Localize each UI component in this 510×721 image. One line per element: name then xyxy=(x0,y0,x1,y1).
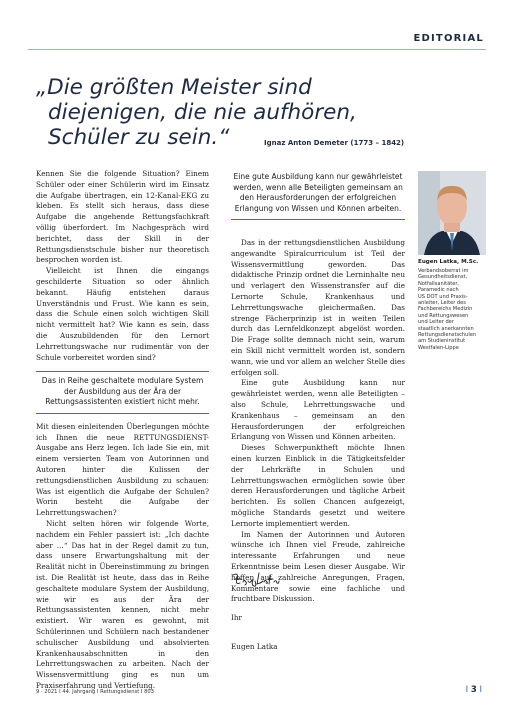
pull-quote-top: Eine gute Ausbildung kann nur gewährleistet werden, wenn alle Beteiligten gemeinsam an den Herausforderungen der erfolgreichen Erlangung von Wissen und Können arbeiten. xyxy=(231,172,405,220)
bio-line: Notfallsanitäter, xyxy=(418,280,460,287)
text-column-2 xyxy=(231,238,405,653)
bio-line: Verbandsoberrat im xyxy=(418,268,469,274)
signature-name: Eugen Latka xyxy=(231,641,278,651)
text-column-1 xyxy=(36,169,209,692)
handwritten-signature xyxy=(231,571,281,589)
paragraph: Eine gute Ausbildung kann nur gewährleistet werden, wenn alle Beteiligten – also Schule, Lehrrettungswache und Krankenhaus – gemeinsam an den Herausforderungen der erfolgreichen Erlangung von Wissen und Können arbeiten. xyxy=(231,378,405,442)
paragraph: Dieses Schwerpunktheft möchte Ihnen einen kurzen Einblick in die Tätigkeitsfelder der Lehrkräfte in Schulen und Lehrrettungswachen ermöglichen sowie über deren Herausforderungen und tägliche Arbeit berichten. Es sollen Chancen aufgezeigt, mögliche Standards gesetzt und weitere Lernorte implementiert werden. xyxy=(231,443,405,528)
page-bar-right: I xyxy=(476,685,482,695)
paragraph: Nicht selten hören wir folgende Worte, nachdem ein Fehler passiert ist: „Ich dachte aber …“ Das hat in der Regel damit zu tun, dass unsere Erwartungshaltung mit der Realität nicht in Übereinstimmung zu bringen ist. Die Realität ist heute, dass das in Reihe geschaltete modulare System der Ausbildung, wie wir es aus der Ära der Rettungsassistenten kennen, nicht mehr existiert. Wir waren es gewohnt, mit Schülerinnen und Schülern nach bestandener schulischer Ausbildung und absolvierten Krankenhausabschnitten in den Lehrrettungswachen zu arbeiten. Nach der Wissensvermittlung ging es nun um Praxiserfahrung und Vertiefung. xyxy=(36,519,209,690)
bio-line: und Rettungswesen xyxy=(418,312,469,319)
paragraph: Mit diesen einleitenden Überlegungen möchte ich Ihnen die neue RETTUNGSDIENST-Ausgabe ans Herz legen. Ich lade Sie ein, mit einem versierten Team von Autorinnen und Autoren hinter die Kulissen der rettungsdienstlichen Ausbildung zu schauen: Was ist eigentlich die Aufgabe der Schulen? Worin besteht die Aufgabe der Lehrrettungswachen? xyxy=(36,421,209,518)
pull-quote: Das in Reihe geschaltete modulare System der Ausbildung aus der Ära der Rettungsassistenten existiert nicht mehr. xyxy=(36,371,209,414)
closing-greeting: Ihr xyxy=(231,613,242,623)
quote-line-3: Schüler zu sein.“ xyxy=(48,125,230,150)
page-bar-left: I xyxy=(465,685,471,695)
quote-author: Ignaz Anton Demeter (1773 – 1842) xyxy=(264,139,405,147)
paragraph: Vielleicht ist Ihnen die eingangs geschilderte Situation so oder ähnlich bekannt. Häufig entstehen daraus Unverständnis und Frust. Wie kann es sein, dass die Schule einen solch wichtigen Skill nicht vermittelt hat? Wie kann es sein, dass die Auszubildenden für den Lernort Lehrrettungswache nur rudimentär von der Schule vorbereitet worden sind? xyxy=(36,266,209,362)
bio-line: US DOT und Praxis- xyxy=(418,293,468,300)
bio-line: Fachbereichs Medizin xyxy=(418,306,473,313)
bio-line: anleiter, Leiter des xyxy=(418,300,466,307)
paragraph: Im Namen der Autorinnen und Autoren wünsche ich Ihnen viel Freude, zahlreiche interessante Erfahrungen und neue Erkenntnisse beim Lesen dieser Ausgabe. Wir hoffen auf zahlreiche Anregungen, Fragen, Kommentare sowie eine fachliche und fruchtbare Diskussion. xyxy=(231,529,405,604)
paragraph: Kennen Sie die folgende Situation? Einem Schüler oder einer Schülerin wird im Einsatz die Aufgabe übertragen, ein 12-Kanal-EKG zu kleben. Es stellt sich heraus, dass diese Aufgabe die angehende Rettungsfachkraft völlig überfordert. Im Nachgespräch wird berichtet, dass der Skill in der Rettungsdienstschule bisher nur theoretisch besprochen worden ist. xyxy=(36,169,209,265)
author-bio xyxy=(418,268,488,351)
bio-line: und Leiter der xyxy=(418,319,454,326)
quote-line-2: diejenigen, die nie aufhören, xyxy=(48,100,357,125)
page-number-block xyxy=(466,685,482,695)
page-number: 3 xyxy=(470,685,477,695)
author-photo xyxy=(418,171,486,255)
bio-line: Gesundheitsdienst, xyxy=(418,274,468,281)
header-divider xyxy=(28,49,486,50)
paragraph: Das in der rettungsdienstlichen Ausbildung angewandte Spiralcurriculum ist Teil der Wissensvermittlung geworden. Das didaktische Prinzip ordnet die Lerninhalte neu und verlagert den Wissenstransfer auf die Lernorte Schule, Krankenhaus und Lehrrettungswache gleichermaßen. Das strenge Fächerprinzip ist in weiten Teilen durch das Lernfeldkonzept abgelöst worden. Die Frage sollte demnach nicht sein, warum ein Skill nicht vermittelt worden ist, sondern wann, wie und vor allem an welcher Stelle dies erfolgen soll. xyxy=(231,238,405,377)
quote-line-1: „Die größten Meister sind xyxy=(36,75,312,100)
bio-line: Paramedic nach xyxy=(418,287,459,294)
footer-issue-info: 9 · 2021 I 44. Jahrgang I Rettungsdienst I 803 xyxy=(36,689,154,695)
bio-line: am Studieninstitut xyxy=(418,338,466,345)
section-label: EDITORIAL xyxy=(413,33,484,44)
bio-line: Westfalen-Lippe xyxy=(418,344,459,351)
author-name: Eugen Latka, M.Sc. xyxy=(418,259,479,265)
bio-line: Rettungsdienstschulen xyxy=(418,332,477,339)
bio-line: staatlich anerkannten xyxy=(418,325,474,332)
